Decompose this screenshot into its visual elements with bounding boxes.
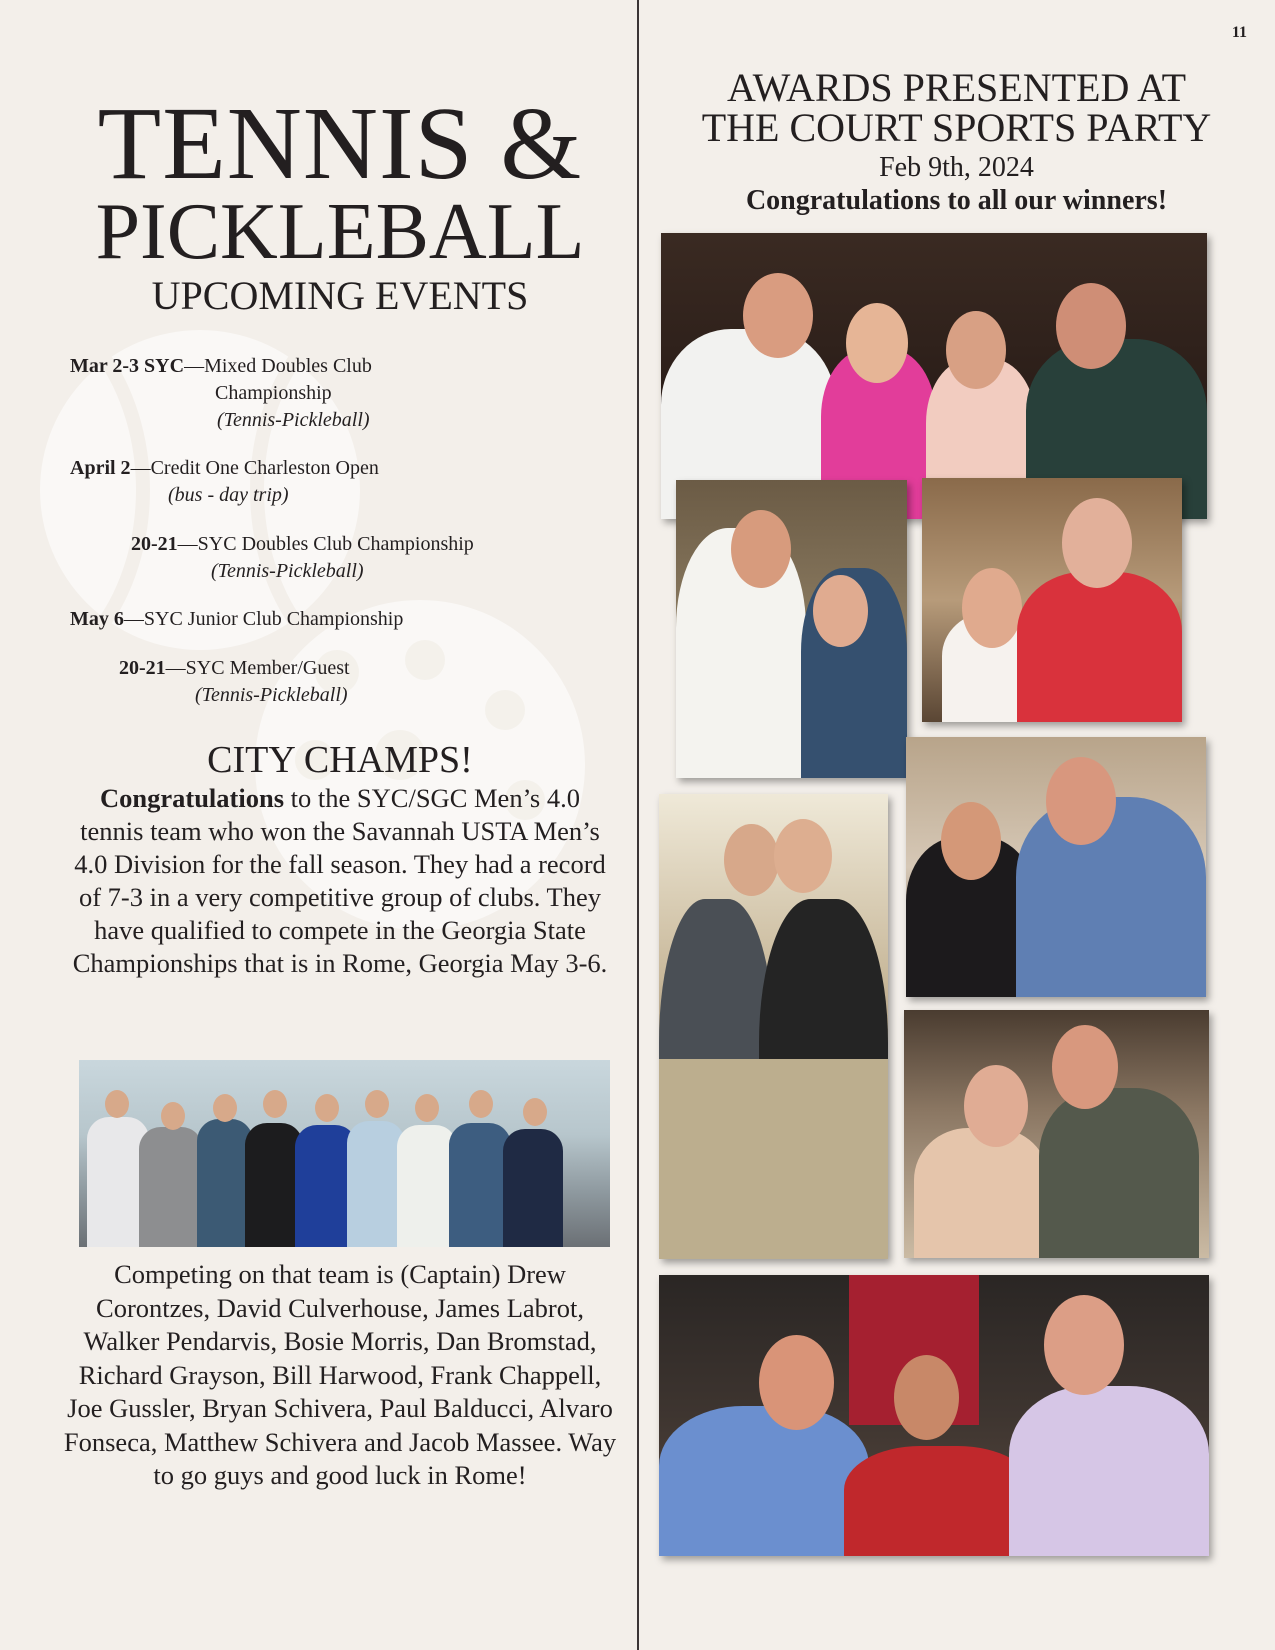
event-name: —SYC Member/Guest <box>165 657 350 679</box>
event-name: —Credit One Charleston Open <box>130 457 379 479</box>
event-date: May 6 <box>70 608 124 630</box>
event-date: 20-21 <box>131 533 178 555</box>
event-note: (bus - day trip) <box>168 484 289 506</box>
event-name-continued: Championship <box>215 382 332 404</box>
page-title-line-2: PICKLEBALL <box>95 188 585 276</box>
event-note: (Tennis-Pickleball) <box>217 409 370 431</box>
team-roster-paragraph: Competing on that team is (Captain) Drew Corontzes, David Culverhouse, James Labrot, Walker Pendarvis, Bosie Morris, Dan Bromstad, Richard Grayson, Bill Harwood, Frank Chappell, Joe Gussler, Bryan Schivera, Paul Balducci, Alvaro Fonseca, Matthew Schivera and Jacob Massee. Way to go guys and good luck in Rome! <box>63 1259 617 1490</box>
event-item <box>70 606 403 633</box>
awards-title-line-1: AWARDS PRESENTED AT <box>726 65 1187 110</box>
award-photo <box>904 1010 1209 1258</box>
awards-title <box>638 65 1275 150</box>
event-item <box>131 531 474 585</box>
event-item <box>70 353 372 434</box>
event-date: 20-21 <box>119 657 166 679</box>
award-photo <box>659 1275 1209 1556</box>
event-note: (Tennis-Pickleball) <box>195 684 348 706</box>
event-item <box>119 655 350 709</box>
awards-date: Feb 9th, 2024 <box>879 152 1034 183</box>
event-name: —SYC Doubles Club Championship <box>177 533 474 555</box>
left-column <box>0 0 637 1650</box>
awards-congrats: Congratulations to all our winners! <box>745 185 1168 216</box>
award-photo <box>659 794 888 1259</box>
event-date: Mar 2-3 SYC <box>70 355 185 377</box>
champs-text: to the SYC/SGC Men’s 4.0 tennis team who won the Savannah USTA Men’s 4.0 Division for the fall season. They had a record of 7-3 in a very competitive group of clubs. They have qualified to compete in the Georgia State Championships that is in Rome, Georgia May 3-6. <box>72 783 608 978</box>
team-photo <box>79 1060 610 1247</box>
awards-title-line-2: THE COURT SPORTS PARTY <box>701 105 1212 150</box>
award-photo <box>661 233 1207 519</box>
event-note: (Tennis-Pickleball) <box>211 560 364 582</box>
award-photo <box>676 480 907 778</box>
page-number: 11 <box>1231 24 1247 41</box>
section-subtitle: UPCOMING EVENTS <box>151 273 529 318</box>
event-name: —SYC Junior Club Championship <box>123 608 404 630</box>
award-photo <box>906 737 1206 997</box>
champs-paragraph <box>70 782 610 980</box>
event-date: April 2 <box>70 457 131 479</box>
event-item <box>70 455 379 509</box>
champs-bold-text: Congratulations <box>99 783 285 813</box>
award-photo <box>922 478 1182 722</box>
section-heading: CITY CHAMPS! <box>207 739 473 781</box>
event-name: —Mixed Doubles Club <box>184 355 372 377</box>
page-title: TENNIS & <box>97 86 583 201</box>
